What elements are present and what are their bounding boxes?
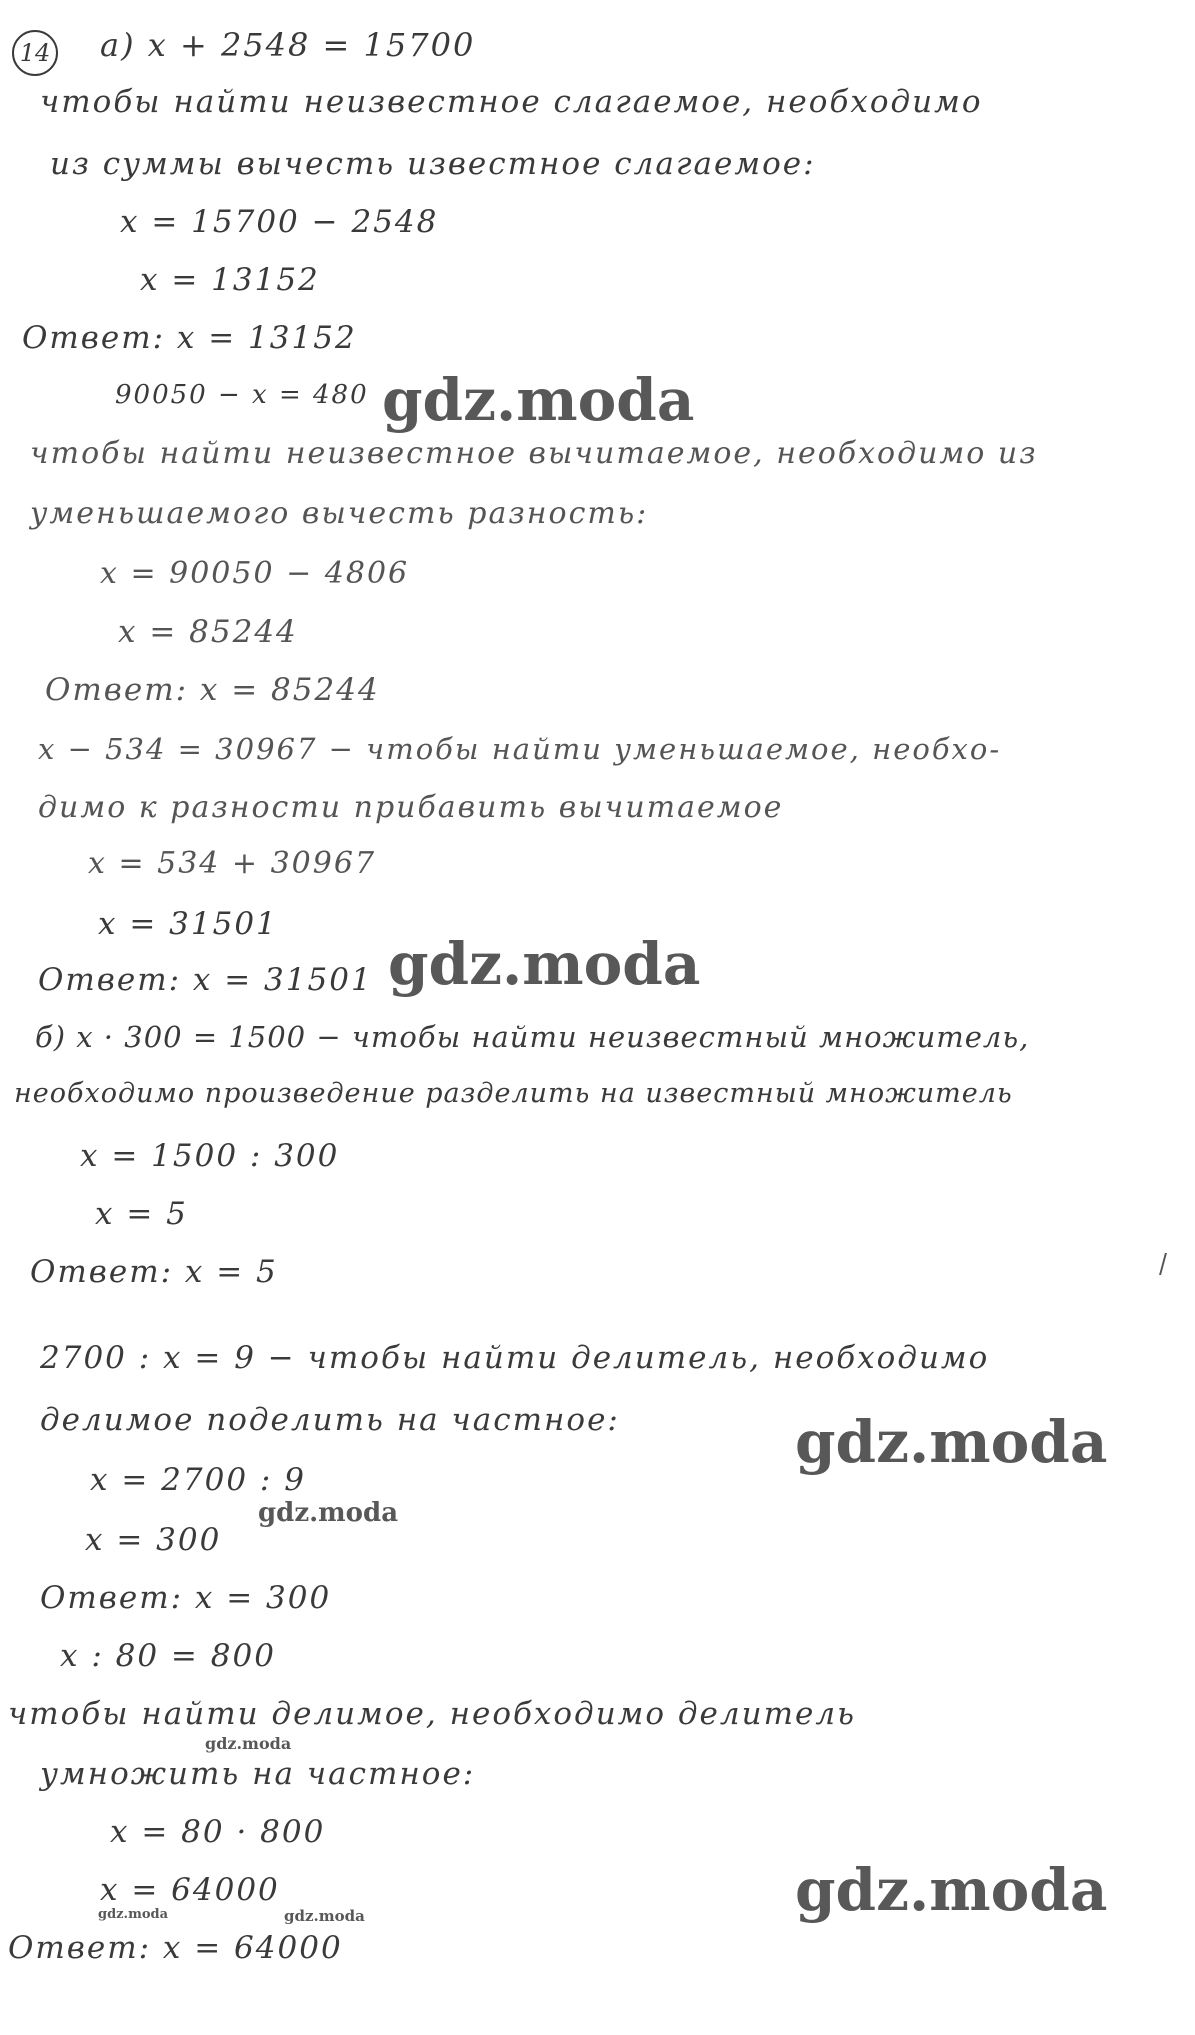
line-answer-6: Ответ: x = 64000 (8, 1930, 343, 1966)
watermark: gdz.moda (258, 1498, 399, 1528)
line-rule-6b: умножить на частное: (40, 1756, 476, 1792)
line-a-equation: а) x + 2548 = 15700 (100, 26, 476, 64)
watermark: gdz.moda (98, 1907, 169, 1922)
line-rule-6a: чтобы найти делимое, необходимо делитель (8, 1696, 856, 1732)
line-b-equation: б) x · 300 = 1500 − чтобы найти неизвестный множитель, (35, 1020, 1030, 1054)
check-mark (1149, 1253, 1167, 1275)
line-calc-4b: x = 5 (95, 1196, 188, 1232)
watermark: gdz.moda (795, 1408, 1108, 1476)
watermark: gdz.moda (388, 930, 701, 998)
line-calc-2a: x = 90050 − 4806 (100, 556, 410, 591)
line-calc-4a: x = 1500 : 300 (80, 1138, 340, 1174)
line-equation-3: x − 534 = 30967 − чтобы найти уменьшаемое, необхо- (38, 732, 1002, 766)
line-answer-2: Ответ: x = 85244 (45, 672, 380, 708)
watermark: gdz.moda (795, 1856, 1108, 1924)
line-calc-3b: x = 31501 (98, 906, 278, 942)
line-rule-2a: чтобы найти неизвестное вычитаемое, необходимо из (30, 436, 1038, 471)
line-equation-2: 90050 − x = 480 (115, 380, 369, 410)
line-answer-5: Ответ: x = 300 (40, 1580, 332, 1616)
line-rule-1a: чтобы найти неизвестное слагаемое, необходимо (40, 84, 983, 120)
line-calc-5b: x = 300 (85, 1522, 222, 1558)
line-rule-4: необходимо произведение разделить на известный множитель (14, 1078, 1013, 1109)
line-calc-3a: x = 534 + 30967 (88, 846, 377, 881)
line-rule-3: димо к разности прибавить вычитаемое (38, 790, 784, 825)
watermark: gdz.moda (284, 1907, 365, 1925)
line-calc-2b: x = 85244 (118, 614, 298, 650)
line-rule-2b: уменьшаемого вычесть разность: (30, 496, 649, 531)
line-answer-3: Ответ: x = 31501 (38, 962, 373, 998)
line-rule-1b: из суммы вычесть известное слагаемое: (50, 146, 816, 182)
line-calc-1b: x = 13152 (140, 262, 320, 298)
line-calc-6b: x = 64000 (100, 1872, 280, 1908)
watermark: gdz.moda (205, 1734, 292, 1753)
line-answer-4: Ответ: x = 5 (30, 1254, 278, 1290)
line-answer-1: Ответ: x = 13152 (22, 320, 357, 356)
line-rule-5: делимое поделить на частное: (40, 1402, 620, 1438)
line-calc-1a: x = 15700 − 2548 (120, 204, 439, 240)
problem-number-badge: 14 (12, 30, 58, 76)
watermark: gdz.moda (382, 366, 695, 434)
line-equation-5: 2700 : x = 9 − чтобы найти делитель, необходимо (40, 1340, 990, 1376)
line-calc-5a: x = 2700 : 9 (90, 1462, 306, 1498)
line-equation-6: x : 80 = 800 (60, 1638, 276, 1674)
line-calc-6a: x = 80 · 800 (110, 1814, 326, 1850)
